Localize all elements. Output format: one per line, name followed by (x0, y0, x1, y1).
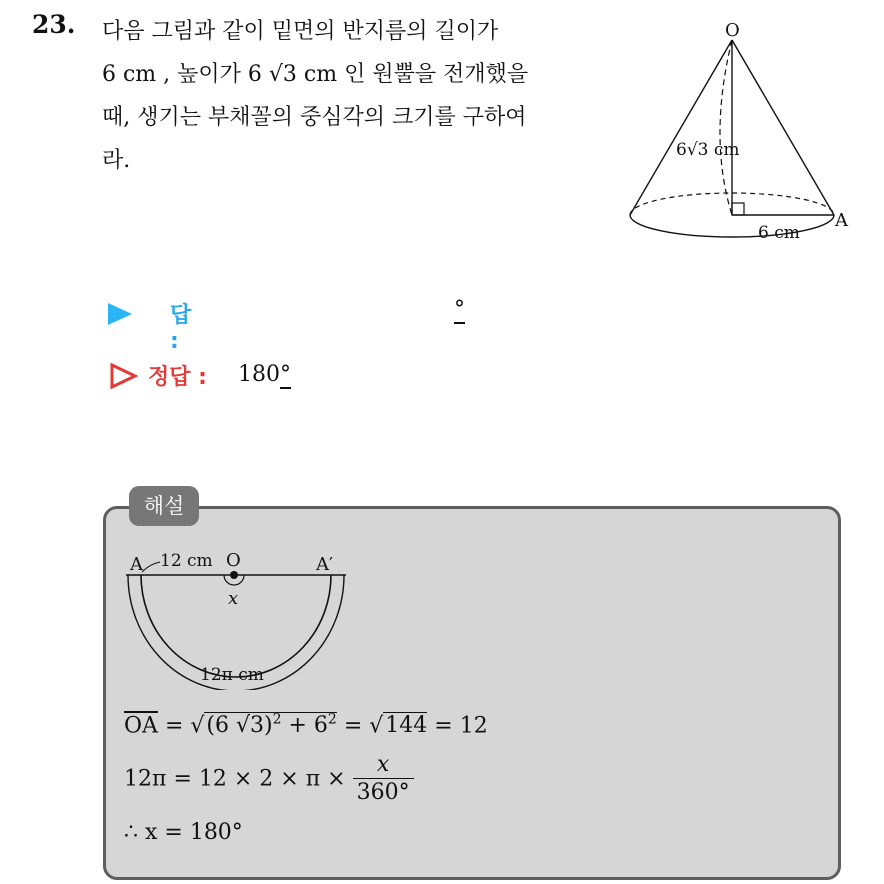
radicand-144: 144 (385, 713, 428, 739)
fraction (353, 752, 414, 807)
question-number: 23. (32, 10, 76, 39)
cone-figure (622, 18, 862, 253)
fraction-numerator: x (353, 752, 414, 779)
result: = 12 (434, 713, 488, 739)
sector-angle-label: x (228, 588, 239, 609)
correct-answer-unit: ° (280, 362, 291, 387)
play-triangle-icon (108, 303, 132, 325)
arc-expression: 12π = 12 × 2 × π × (124, 766, 346, 792)
cone-apex-label: O (725, 20, 740, 41)
segment-oa: $\overline{OA}$ (124, 713, 158, 739)
question-line: 다음 그림과 같이 밑면의 반지름의 길이가 (102, 19, 499, 44)
question-line: 6 cm , 높이가 6 √3 cm 인 원뿔을 전개했을 (102, 62, 529, 87)
equation-oa: $\overline{OA} = √(6$ $√3)^2 + 6^2 = √144 = 12$ (124, 712, 488, 739)
question-line: 때, 생기는 부채꼴의 중심각의 크기를 구하여 (102, 105, 527, 130)
question-line: 라. (102, 148, 131, 173)
correct-answer-number: 180 (238, 362, 280, 387)
sector-left-label: A (130, 554, 143, 575)
equation-arc (124, 752, 414, 807)
sector-radius-label: 12 cm (160, 551, 213, 571)
equation-result: ∴ x = 180° (124, 820, 243, 845)
equals-sign: = (343, 713, 363, 739)
sector-arc-label: 12π cm (200, 665, 264, 685)
sector-center-label: O (226, 550, 241, 571)
sector-right-label: A′ (316, 554, 334, 575)
radicand: (6 $√3)^2 + 6^2$ (206, 712, 337, 739)
explanation-tag: 해설 (129, 486, 199, 526)
correct-answer-label: 정답 : (148, 365, 207, 390)
answer-label: 답 : (170, 303, 192, 354)
question-text (102, 10, 617, 182)
cone-point-label: A (835, 210, 848, 231)
cone-slant-label: 6√3 cm (676, 140, 740, 160)
correct-answer-value (238, 362, 291, 387)
cone-radius-label: 6 cm (758, 223, 800, 243)
outline-triangle-icon (110, 363, 138, 389)
answer-blank-degree: ° (454, 297, 465, 322)
fraction-denominator: 360° (356, 780, 410, 805)
sector-figure (120, 540, 360, 690)
equals-sign: = (164, 713, 184, 739)
